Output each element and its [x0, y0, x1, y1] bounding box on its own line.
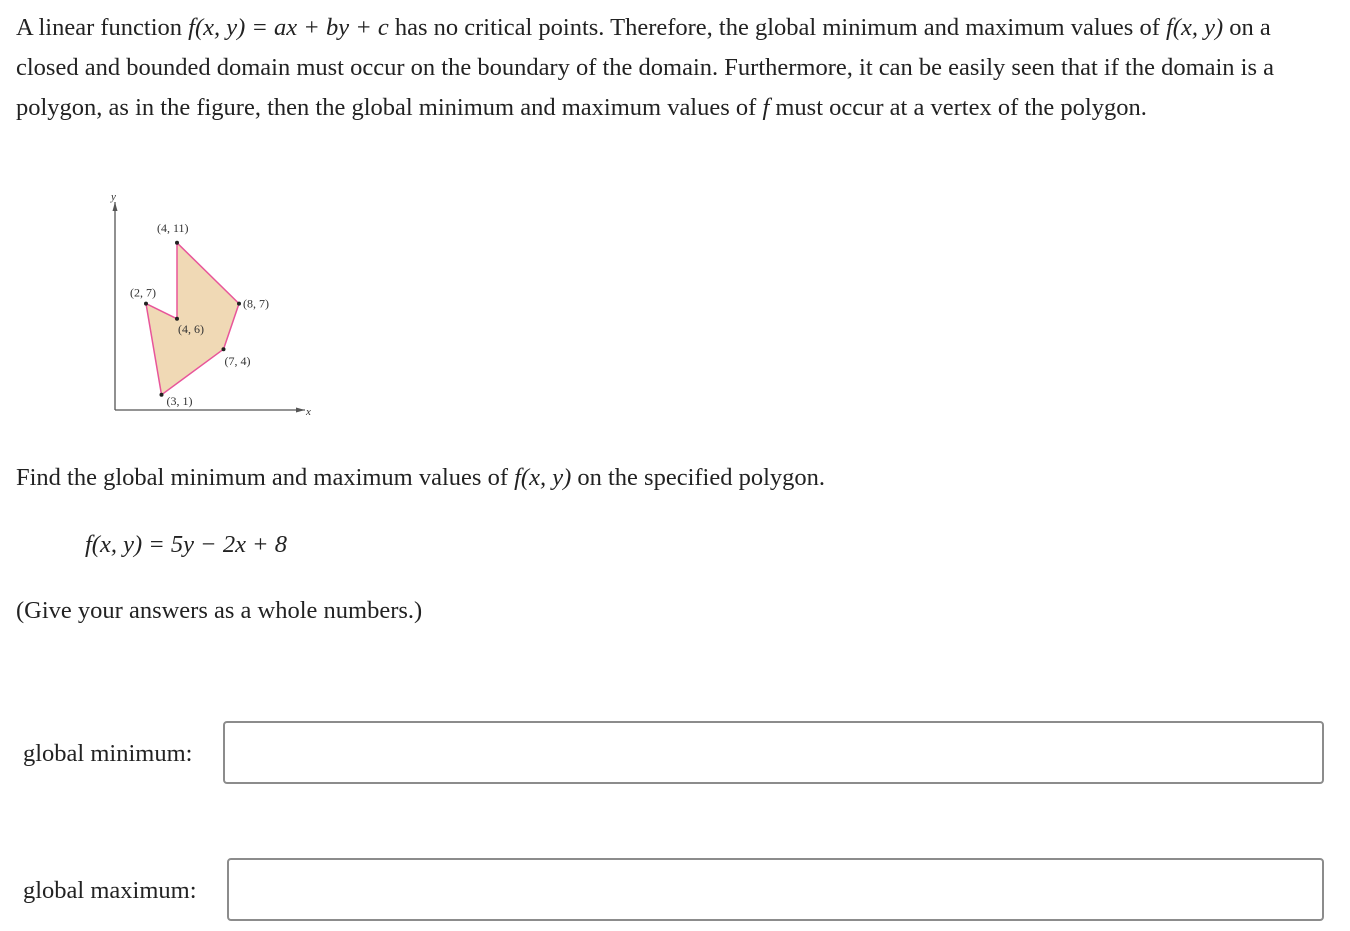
- y-axis-label: y: [111, 191, 116, 203]
- global-maximum-label: global maximum:: [23, 877, 197, 904]
- global-maximum-input[interactable]: [227, 858, 1324, 921]
- x-axis-arrow: [296, 408, 305, 413]
- x-axis-label: x: [306, 406, 311, 418]
- vertex-dot: [222, 347, 226, 351]
- prompt-function: f(x, y): [514, 464, 572, 491]
- vertex-label: (7, 4): [224, 354, 251, 369]
- answer-instruction: (Give your answers as a whole numbers.): [16, 597, 423, 624]
- function-formula: [85, 525, 287, 565]
- function-definition: f(x, y) = ax + by + c: [188, 14, 389, 41]
- vertex-dot: [237, 302, 241, 306]
- global-minimum-input[interactable]: [223, 721, 1324, 784]
- y-axis-arrow: [113, 202, 118, 211]
- prompt-text-2: on the specified polygon.: [571, 464, 826, 491]
- vertex-label: (4, 11): [157, 220, 189, 235]
- vertex-label: (2, 7): [130, 285, 156, 300]
- vertex-label: (8, 7): [243, 296, 269, 311]
- vertex-dot: [175, 317, 179, 321]
- polygon-figure: [100, 188, 320, 420]
- function-fxy: f(x, y): [1165, 14, 1224, 41]
- vertex-dot: [175, 241, 179, 245]
- problem-intro: [16, 8, 1326, 128]
- vertex-label: (3, 1): [166, 393, 193, 408]
- intro-text-4: must occur at a vertex of the polygon.: [769, 94, 1147, 121]
- vertex-dot: [160, 393, 164, 397]
- domain-polygon: [146, 243, 239, 395]
- polygon-figure-svg: [100, 188, 320, 420]
- question-prompt: [16, 458, 825, 498]
- global-minimum-label: global minimum:: [23, 740, 193, 767]
- prompt-text-1: Find the global minimum and maximum values of: [16, 464, 515, 491]
- intro-text-3: on a closed and bounded domain must occur on the boundary of the domain. Furthermore, it can be easily seen that if the domain is a polygon, as in the figure, then the global minimum and maximum values of: [16, 14, 1275, 121]
- vertex-label: (4, 6): [178, 321, 204, 336]
- vertex-dot: [144, 302, 148, 306]
- formula-text: f(x, y) = 5y − 2x + 8: [85, 531, 287, 558]
- function-f: f: [762, 94, 770, 121]
- intro-text-1: A linear function: [16, 14, 189, 41]
- intro-text-2: has no critical points. Therefore, the global minimum and maximum values of: [388, 14, 1166, 41]
